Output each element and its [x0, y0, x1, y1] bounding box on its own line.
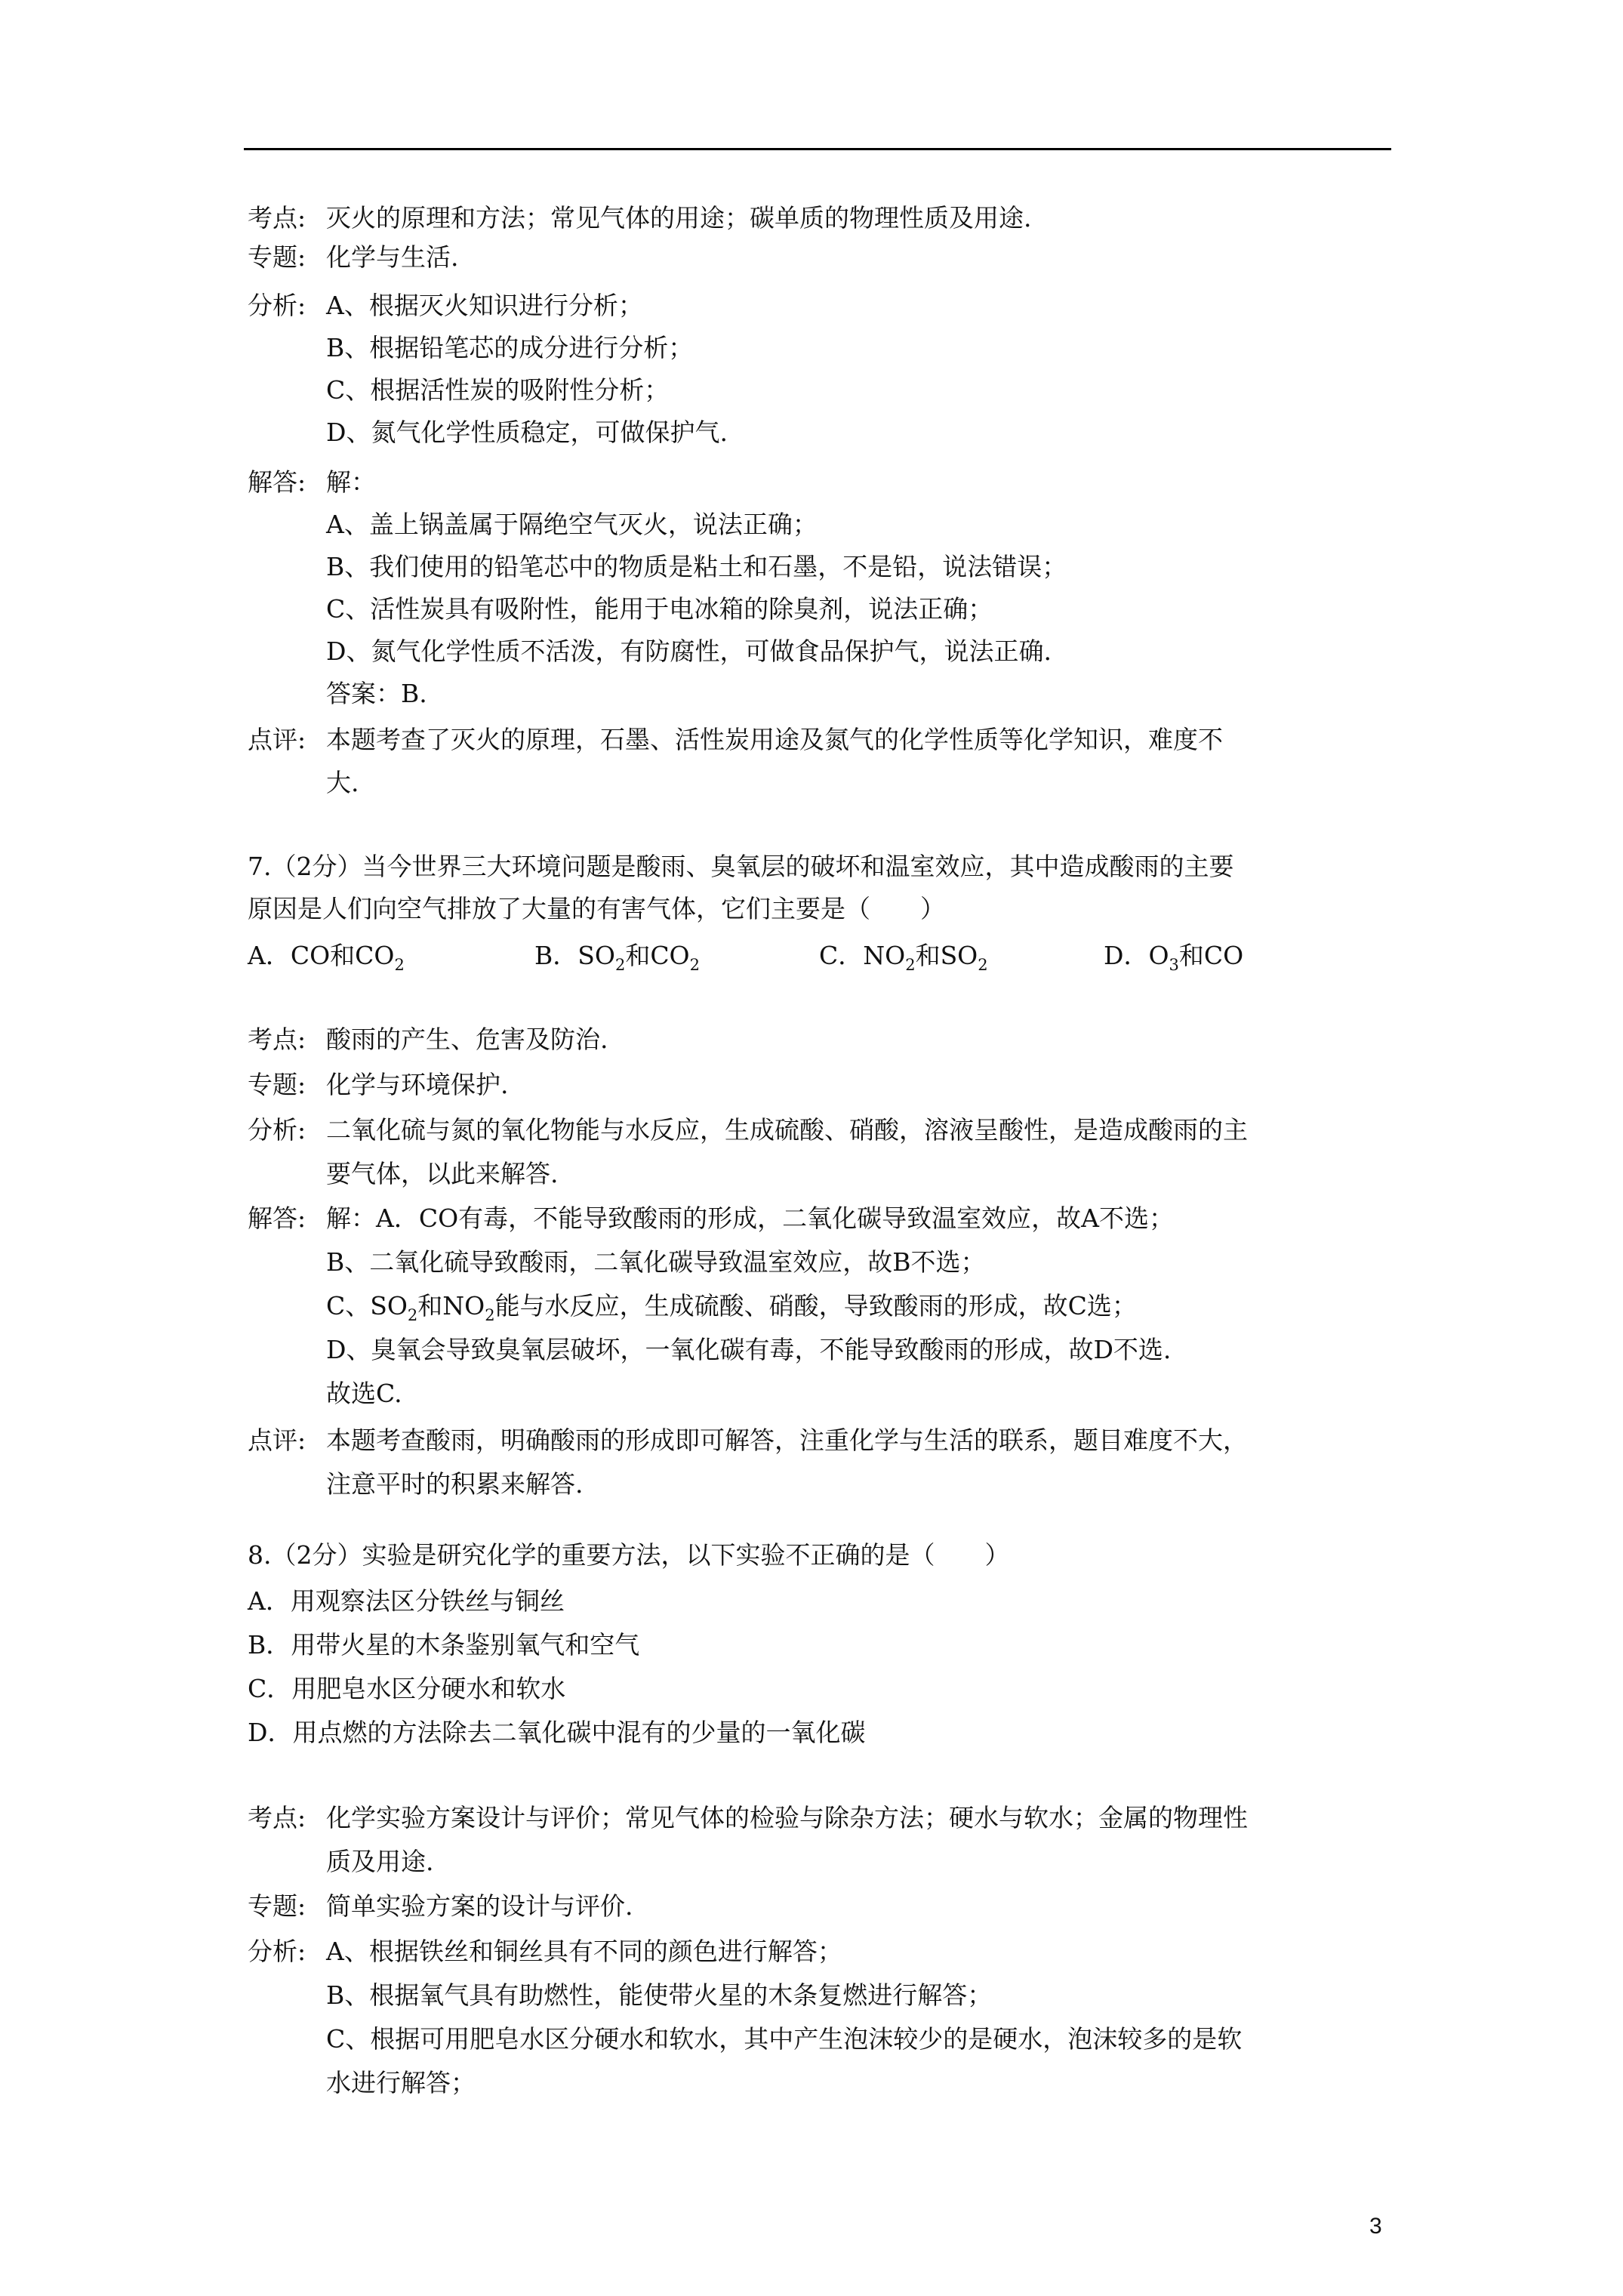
- q7-jieda-label: 解答:: [248, 1203, 306, 1233]
- fenxi-label: 分析:: [248, 291, 306, 320]
- q8-fenxi-line: B、根据氧气具有助燃性，能使带火星的木条复燃进行解答；: [326, 1980, 993, 2010]
- q7-jieda-line: 解：A．CO有毒，不能导致酸雨的形成，二氧化碳导致温室效应，故A不选；: [326, 1203, 1174, 1233]
- q8-kaodian-label: 考点:: [248, 1803, 306, 1832]
- q7-option-a: A．CO和$CO_2$: [248, 941, 405, 974]
- q8-option-a: A．用观察法区分铁丝与铜丝: [248, 1586, 565, 1616]
- jieda-line: B、我们使用的铅笔芯中的物质是粘土和石墨，不是铅，说法错误；: [326, 552, 1067, 581]
- q7-fenxi-line: 二氧化硫与氮的氧化物能与水反应，生成硫酸、硝酸，溶液呈酸性，是造成酸雨的主: [326, 1115, 1248, 1145]
- q7-kaodian-label: 考点:: [248, 1025, 306, 1054]
- fenxi-line: B、根据铅笔芯的成分进行分析；: [326, 333, 694, 362]
- jieda-head: 解：: [326, 467, 376, 497]
- q7-zhuanti-text: 化学与环境保护.: [326, 1070, 509, 1099]
- dianping-label: 点评:: [248, 725, 306, 754]
- jieda-answer: 答案：B.: [326, 679, 427, 708]
- q7-option-c: C．$NO_2$和$SO_2$: [819, 941, 988, 974]
- q7-stem: 原因是人们向空气排放了大量的有害气体，它们主要是（ ）: [248, 894, 945, 923]
- fenxi-line: A、根据灭火知识进行分析；: [326, 291, 643, 320]
- q8-option-c: C．用肥皂水区分硬水和软水: [248, 1674, 566, 1703]
- q8-fenxi-line: 水进行解答；: [326, 2068, 476, 2097]
- jieda-label: 解答:: [248, 467, 306, 497]
- zhuanti-text: 化学与生活.: [326, 242, 459, 272]
- dianping-line: 大.: [326, 768, 359, 797]
- jieda-line: A、盖上锅盖属于隔绝空气灭火，说法正确；: [326, 510, 818, 539]
- dianping-line: 本题考查了灭火的原理，石墨、活性炭用途及氮气的化学性质等化学知识，难度不: [326, 725, 1223, 754]
- q7-jieda-line: B、二氧化硫导致酸雨，二氧化碳导致温室效应，故B不选；: [326, 1247, 986, 1277]
- q8-fenxi-line: A、根据铁丝和铜丝具有不同的颜色进行解答；: [326, 1937, 842, 1966]
- q8-option-d: D．用点燃的方法除去二氧化碳中混有的少量的一氧化碳: [248, 1718, 866, 1747]
- jieda-line: C、活性炭具有吸附性，能用于电冰箱的除臭剂，说法正确；: [326, 594, 993, 624]
- q7-fenxi-line: 要气体，以此来解答.: [326, 1159, 559, 1188]
- page-number: 3: [1369, 2214, 1382, 2239]
- q7-jieda-line: C、$SO_2$和$NO_2$能与水反应，生成硫酸、硝酸，导致酸雨的形成，故C选；: [326, 1291, 1137, 1324]
- jieda-line: D、氮气化学性质不活泼，有防腐性，可做食品保护气，说法正确.: [326, 636, 1052, 666]
- q7-kaodian-text: 酸雨的产生、危害及防治.: [326, 1025, 608, 1054]
- q8-stem: 8.（2分）实验是研究化学的重要方法，以下实验不正确的是（ ）: [248, 1540, 1010, 1570]
- q7-stem: 7.（2分）当今世界三大环境问题是酸雨、臭氧层的破坏和温室效应，其中造成酸雨的主要: [248, 852, 1234, 881]
- fenxi-line: D、氮气化学性质稳定，可做保护气.: [326, 418, 728, 447]
- kaodian-label: 考点:: [248, 203, 306, 233]
- zhuanti-label: 专题:: [248, 242, 306, 272]
- q7-zhuanti-label: 专题:: [248, 1070, 306, 1099]
- q7-option-d: D．$O_3$和CO: [1104, 941, 1244, 974]
- fenxi-line: C、根据活性炭的吸附性分析；: [326, 375, 670, 405]
- q7-dianping-label: 点评:: [248, 1425, 306, 1455]
- q8-option-b: B．用带火星的木条鉴别氧气和空气: [248, 1630, 640, 1660]
- q7-jieda-line: D、臭氧会导致臭氧层破坏，一氧化碳有毒，不能导致酸雨的形成，故D不选.: [326, 1335, 1172, 1364]
- header-rule: [244, 148, 1391, 150]
- q8-kaodian-line: 化学实验方案设计与评价；常见气体的检验与除杂方法；硬水与软水；金属的物理性: [326, 1803, 1248, 1832]
- kaodian-text: 灭火的原理和方法；常见气体的用途；碳单质的物理性质及用途.: [326, 203, 1032, 233]
- q8-zhuanti-text: 简单实验方案的设计与评价.: [326, 1891, 633, 1921]
- q7-jieda-answer: 故选C.: [326, 1379, 402, 1408]
- q8-kaodian-line: 质及用途.: [326, 1847, 434, 1876]
- q8-fenxi-line: C、根据可用肥皂水区分硬水和软水，其中产生泡沫较少的是硬水，泡沫较多的是软: [326, 2024, 1243, 2054]
- q7-dianping-line: 注意平时的积累来解答.: [326, 1469, 584, 1499]
- q8-fenxi-label: 分析:: [248, 1937, 306, 1966]
- q8-zhuanti-label: 专题:: [248, 1891, 306, 1921]
- q7-dianping-line: 本题考查酸雨，明确酸雨的形成即可解答，注重化学与生活的联系，题目难度不大，: [326, 1425, 1248, 1455]
- q7-option-b: B．$SO_2$和$CO_2$: [534, 941, 700, 974]
- q7-fenxi-label: 分析:: [248, 1115, 306, 1145]
